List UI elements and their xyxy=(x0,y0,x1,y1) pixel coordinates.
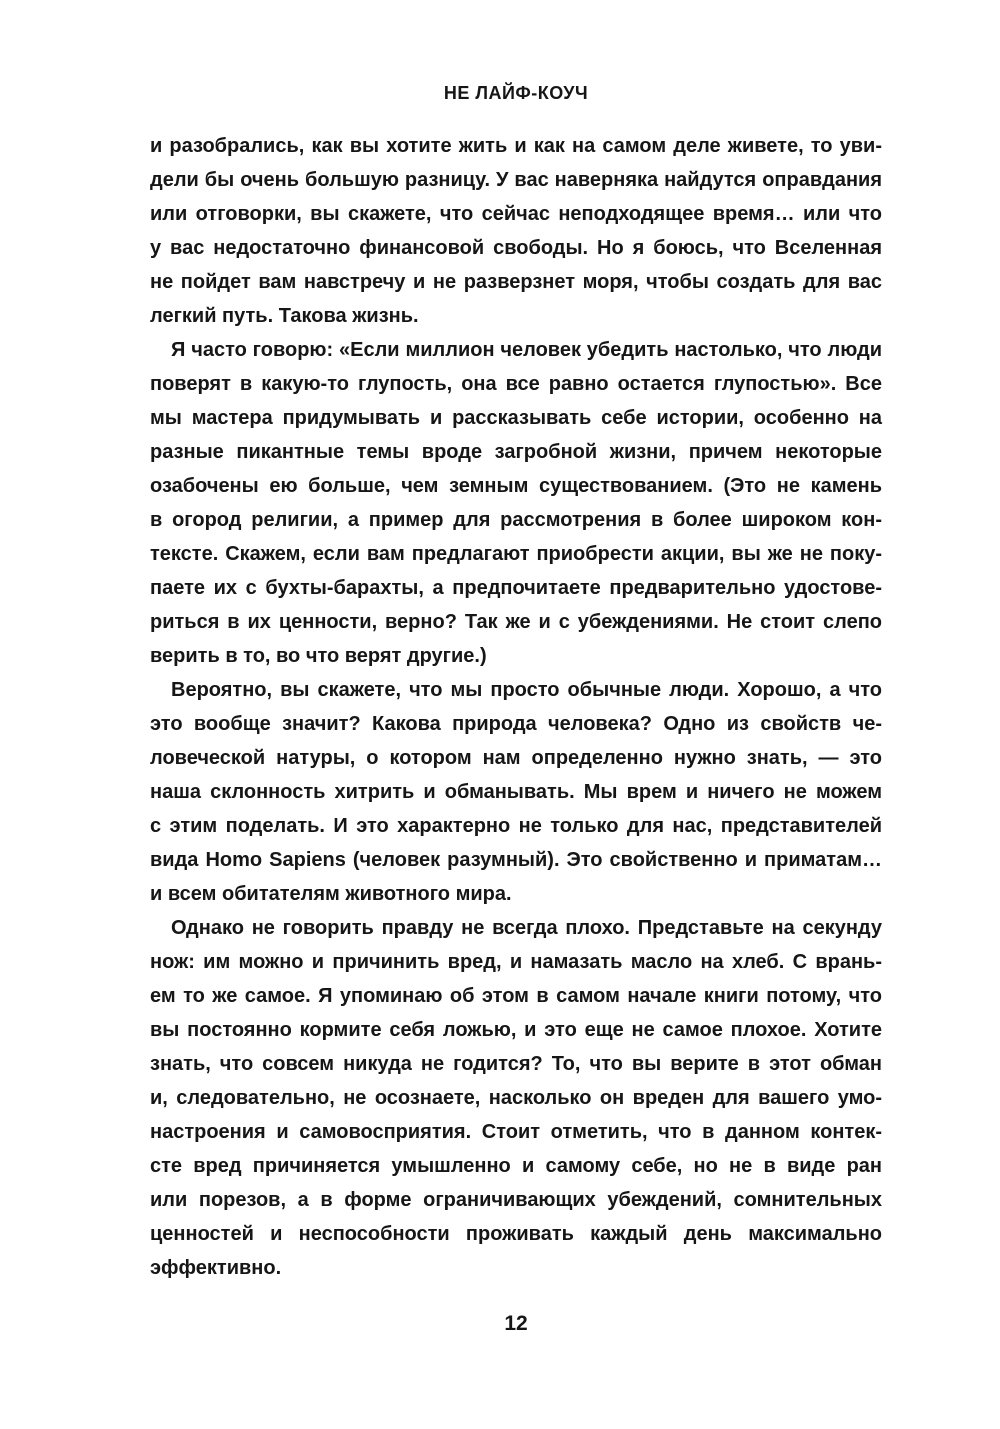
running-header: НЕ ЛАЙФ-КОУЧ xyxy=(443,83,589,103)
text-line: тексте. Скажем, если вам предлагают приобрести акции, вы же не поку- xyxy=(150,543,882,565)
text-line: эффективно. xyxy=(150,1257,282,1279)
text-line: разные пикантные темы вроде загробной жизни, причем некоторые xyxy=(150,441,882,463)
text-line: это вообще значит? Какова природа человека? Одно из свойств че- xyxy=(150,713,882,735)
text-line: дели бы очень большую разницу. У вас наверняка найдутся оправдания xyxy=(150,169,882,191)
text-line: и разобрались, как вы хотите жить и как на самом деле живете, то уви- xyxy=(150,135,882,157)
text-line: и всем обитателям животного мира. xyxy=(150,883,512,905)
text-line: знать, что совсем никуда не годится? То, что вы верите в этот обман xyxy=(150,1053,882,1075)
text-line: у вас недостаточно финансовой свободы. Но я боюсь, что Вселенная xyxy=(150,237,882,259)
text-line: в огород религии, а пример для рассмотрения в более широком кон- xyxy=(150,509,882,531)
text-line: вида Homo Sapiens (человек разумный). Это свойственно и приматам… xyxy=(150,849,882,871)
text-line: сте вред причиняется умышленно и самому себе, но не в виде ран xyxy=(150,1155,882,1177)
text-line: ценностей и неспособности проживать каждый день максимально xyxy=(150,1223,882,1245)
text-line: легкий путь. Такова жизнь. xyxy=(150,305,419,327)
paragraph xyxy=(150,911,882,1285)
text-line: риться в их ценности, верно? Так же и с убеждениями. Не стоит слепо xyxy=(150,611,882,633)
text-line: поверят в какую-то глупость, она все равно остается глупостью». Все xyxy=(150,373,882,395)
text-line: Вероятно, вы скажете, что мы просто обычные люди. Хорошо, а что xyxy=(171,679,882,701)
text-line: Однако не говорить правду не всегда плохо. Представьте на секунду xyxy=(171,917,882,939)
paragraph xyxy=(150,129,882,333)
text-line: с этим поделать. И это характерно не только для нас, представителей xyxy=(150,815,882,837)
text-line: не пойдет вам навстречу и не разверзнет моря, чтобы создать для вас xyxy=(150,271,882,293)
text-line: Я часто говорю: «Если миллион человек убедить настолько, что люди xyxy=(171,339,882,361)
paragraph xyxy=(150,333,882,673)
text-line: наша склонность хитрить и обманывать. Мы врем и ничего не можем xyxy=(150,781,882,803)
text-line: озабочены ею больше, чем земным существованием. (Это не камень xyxy=(150,475,882,497)
text-line: паете их с бухты-барахты, а предпочитаете предварительно удостове- xyxy=(150,577,882,599)
text-line: верить в то, во что верят другие.) xyxy=(150,645,487,667)
text-line: ем то же самое. Я упоминаю об этом в самом начале книги потому, что xyxy=(150,985,882,1007)
text-line: вы постоянно кормите себя ложью, и это еще не самое плохое. Хотите xyxy=(150,1019,882,1041)
text-line: нож: им можно и причинить вред, и намазать масло на хлеб. С врань- xyxy=(150,951,882,973)
text-line: или отговорки, вы скажете, что сейчас неподходящее время… или что xyxy=(150,203,882,225)
page-number: 12 xyxy=(504,1312,528,1335)
text-line: ловеческой натуры, о котором нам определенно нужно знать, — это xyxy=(150,747,882,769)
text-line: настроения и самовосприятия. Стоит отметить, что в данном контек- xyxy=(150,1121,882,1143)
body-text xyxy=(150,129,882,1285)
paragraph xyxy=(150,673,882,911)
text-line: или порезов, а в форме ограничивающих убеждений, сомнительных xyxy=(150,1189,882,1211)
text-line: мы мастера придумывать и рассказывать себе истории, особенно на xyxy=(150,407,882,429)
text-line: и, следовательно, не осознаете, насколько он вреден для вашего умо- xyxy=(150,1087,882,1109)
